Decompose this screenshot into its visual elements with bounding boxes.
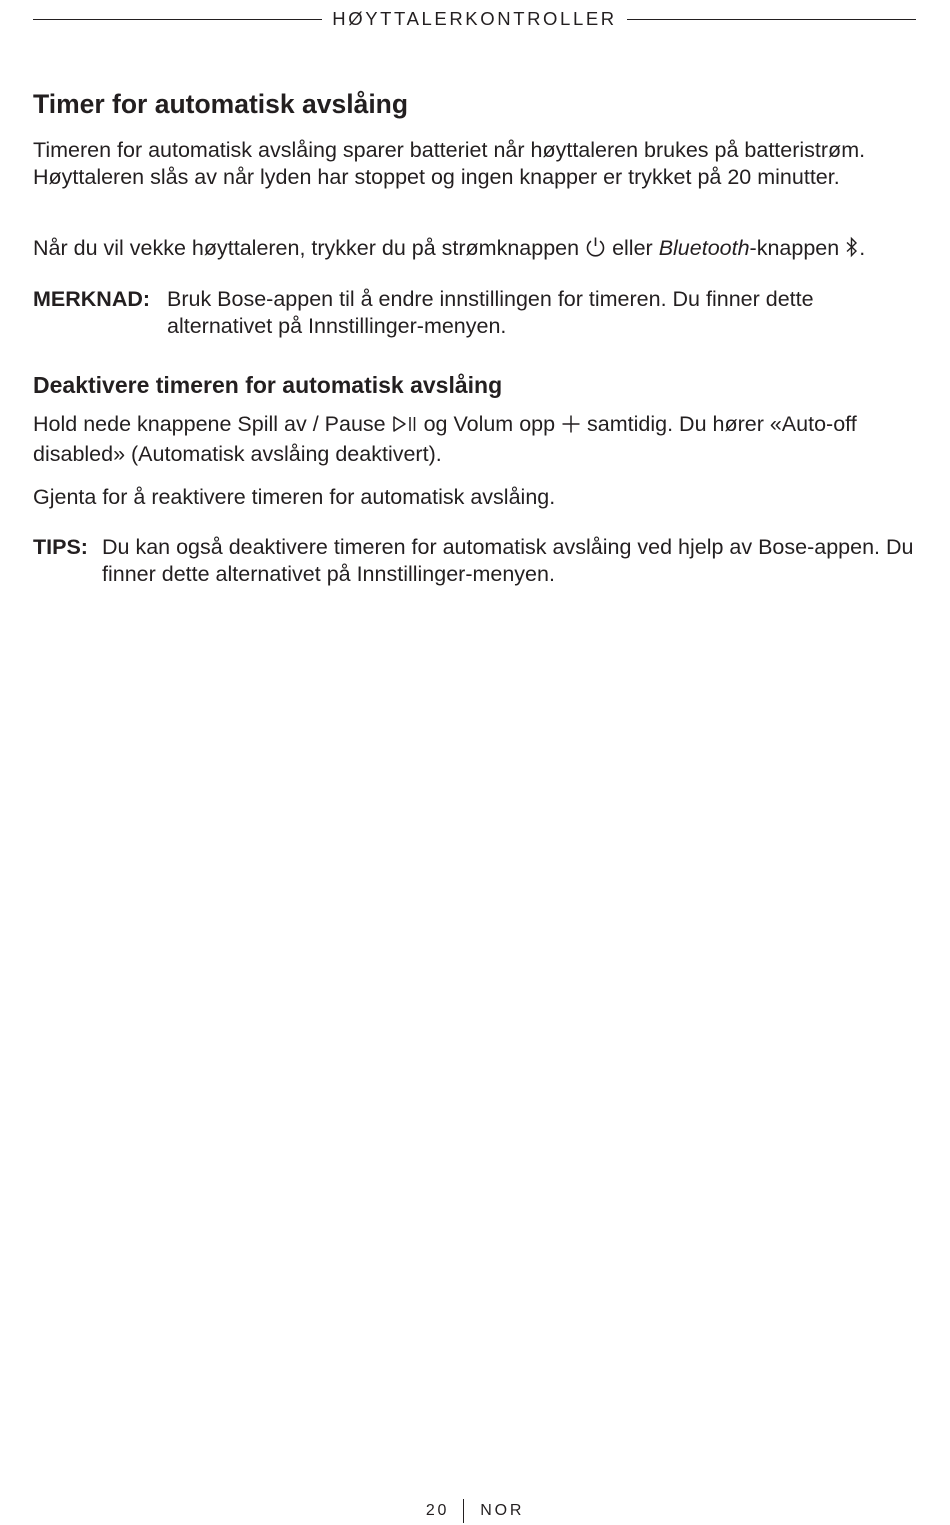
page-number: 20 bbox=[425, 1502, 450, 1519]
footer-divider bbox=[463, 1499, 464, 1523]
bluetooth-word: Bluetooth bbox=[658, 236, 750, 260]
section-heading: Timer for automatisk avslåing bbox=[33, 89, 409, 119]
note-text: Bruk Bose-appen til å endre innstillingen for timeren. Du finner dette alternativet på Innstillinger-menyen. bbox=[167, 287, 814, 338]
header-rule-right bbox=[627, 19, 916, 20]
note-label: MERKNAD: bbox=[33, 287, 151, 311]
volume-text: og Volum opp bbox=[423, 412, 556, 436]
button-suffix-text: -knappen bbox=[749, 236, 840, 260]
note-box bbox=[33, 286, 923, 339]
plus-icon bbox=[561, 414, 581, 441]
play-pause-icon bbox=[392, 414, 418, 441]
tip-text: Du kan også deaktivere timeren for automatisk avslåing ved hjelp av Bose-appen. Du finner dette alternativet på Innstillinger-menyen. bbox=[102, 535, 914, 586]
subsection-paragraph-1 bbox=[33, 411, 923, 467]
power-icon bbox=[585, 236, 606, 265]
language-code: NOR bbox=[480, 1502, 525, 1519]
header-rule-left bbox=[33, 19, 322, 20]
header-title: HØYTTALERKONTROLLER bbox=[332, 8, 617, 29]
hold-text: Hold nede knappene Spill av / Pause bbox=[33, 412, 386, 436]
tip-box bbox=[33, 534, 923, 587]
subsection-heading: Deaktivere timeren for automatisk avslåing bbox=[33, 372, 503, 398]
wake-text: Når du vil vekke høyttaleren, trykker du på strømknappen bbox=[33, 236, 580, 260]
bluetooth-icon bbox=[845, 236, 859, 265]
page-footer bbox=[0, 1499, 950, 1523]
or-text: eller bbox=[612, 236, 653, 260]
tip-label: TIPS: bbox=[33, 535, 88, 559]
period-text: . bbox=[859, 236, 866, 260]
section-paragraph-1: Timeren for automatisk avslåing sparer batteriet når høyttaleren brukes på batteristrøm. Høyttaleren slås av når lyden har stoppet og ingen knapper er trykket på 20 minutter. bbox=[33, 138, 866, 189]
page-header bbox=[33, 6, 916, 32]
simultaneous-text: samtidig. Du hører «Auto-off disabled» (Automatisk avslåing deaktivert). bbox=[33, 412, 857, 466]
section-paragraph-2 bbox=[33, 235, 923, 265]
subsection-paragraph-2: Gjenta for å reaktivere timeren for automatisk avslåing. bbox=[33, 485, 556, 509]
